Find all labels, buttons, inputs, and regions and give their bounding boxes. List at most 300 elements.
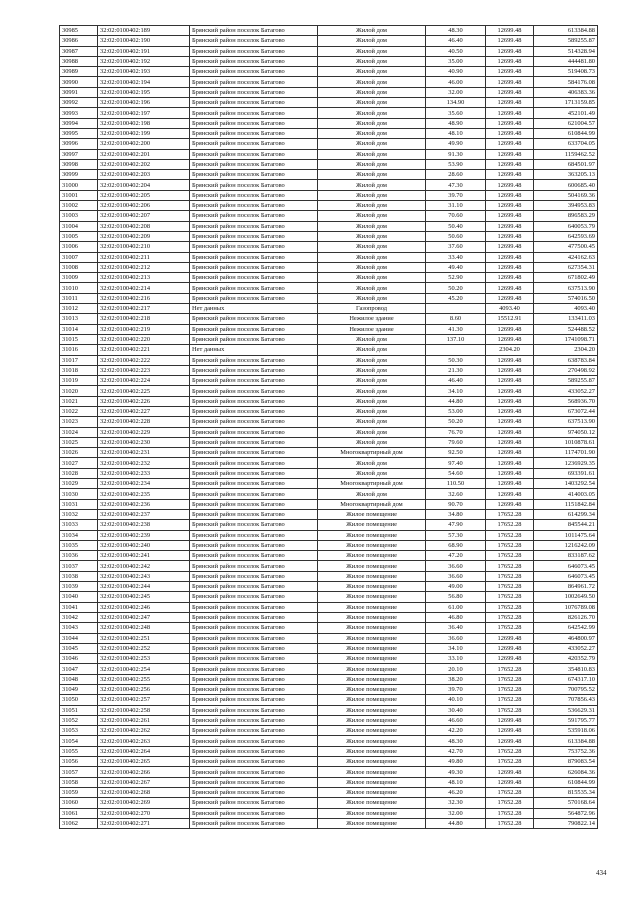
specific-value-cell: 17652.28 xyxy=(486,520,534,530)
cadastral-number-cell: 32:02:0100402:257 xyxy=(98,695,190,705)
cadastral-value-cell: 536629.31 xyxy=(534,705,598,715)
area-cell: 40.50 xyxy=(426,46,486,56)
area-cell: 20.10 xyxy=(426,664,486,674)
cadastral-number-cell: 32:02:0100402:214 xyxy=(98,283,190,293)
address-cell: Брянский район поселок Батагово xyxy=(190,355,318,365)
cadastral-number-cell: 32:02:0100402:231 xyxy=(98,448,190,458)
specific-value-cell: 12699.48 xyxy=(486,139,534,149)
table-row xyxy=(60,551,598,561)
address-cell: Брянский район поселок Батагово xyxy=(190,180,318,190)
table-row xyxy=(60,798,598,808)
table-row xyxy=(60,705,598,715)
address-cell: Брянский район поселок Батагово xyxy=(190,273,318,283)
object-type-cell: Жилой дом xyxy=(318,252,426,262)
address-cell: Брянский район поселок Батагово xyxy=(190,767,318,777)
cadastral-value-cell: 504169.36 xyxy=(534,190,598,200)
cadastral-value-cell: 1713159.85 xyxy=(534,98,598,108)
area-cell: 32.00 xyxy=(426,87,486,97)
cadastral-number-cell: 32:02:0100402:223 xyxy=(98,365,190,375)
specific-value-cell: 17652.28 xyxy=(486,551,534,561)
table-row xyxy=(60,736,598,746)
table-row xyxy=(60,242,598,252)
cadastral-value-cell: 610844.99 xyxy=(534,777,598,787)
cadastral-number-cell: 32:02:0100402:203 xyxy=(98,170,190,180)
area-cell: 36.60 xyxy=(426,571,486,581)
area-cell: 46.40 xyxy=(426,376,486,386)
address-cell: Брянский район поселок Батагово xyxy=(190,561,318,571)
cadastral-number-cell: 32:02:0100402:234 xyxy=(98,479,190,489)
cadastral-number-cell: 32:02:0100402:258 xyxy=(98,705,190,715)
table-row xyxy=(60,489,598,499)
cadastral-value-cell: 673072.44 xyxy=(534,406,598,416)
object-type-cell: Жилой дом xyxy=(318,417,426,427)
object-type-cell: Жилое помещение xyxy=(318,726,426,736)
cadastral-number-cell: 32:02:0100402:229 xyxy=(98,427,190,437)
object-type-cell: Жилое помещение xyxy=(318,674,426,684)
specific-value-cell: 15512.91 xyxy=(486,314,534,324)
cadastral-value-cell: 700795.52 xyxy=(534,685,598,695)
row-number-cell: 30996 xyxy=(60,139,98,149)
cadastral-number-cell: 32:02:0100402:197 xyxy=(98,108,190,118)
cadastral-value-cell: 1741098.71 xyxy=(534,334,598,344)
object-type-cell: Жилое помещение xyxy=(318,643,426,653)
area-cell: 50.40 xyxy=(426,221,486,231)
table-row xyxy=(60,262,598,272)
table-row xyxy=(60,345,598,355)
object-type-cell: Жилое помещение xyxy=(318,685,426,695)
area-cell: 49.30 xyxy=(426,767,486,777)
area-cell: 39.70 xyxy=(426,190,486,200)
table-row xyxy=(60,654,598,664)
address-cell: Брянский район поселок Батагово xyxy=(190,808,318,818)
cadastral-value-cell: 707856.43 xyxy=(534,695,598,705)
object-type-cell: Жилой дом xyxy=(318,242,426,252)
cadastral-number-cell: 32:02:0100402:233 xyxy=(98,468,190,478)
cadastral-value-cell: 637513.90 xyxy=(534,417,598,427)
table-row xyxy=(60,520,598,530)
object-type-cell: Жилое помещение xyxy=(318,612,426,622)
object-type-cell: Жилое помещение xyxy=(318,509,426,519)
table-row xyxy=(60,98,598,108)
table-row xyxy=(60,355,598,365)
cadastral-value-cell: 570168.64 xyxy=(534,798,598,808)
table-row xyxy=(60,561,598,571)
cadastral-number-cell: 32:02:0100402:265 xyxy=(98,757,190,767)
address-cell: Брянский район поселок Батагово xyxy=(190,685,318,695)
table-row xyxy=(60,592,598,602)
area-cell: 53.90 xyxy=(426,159,486,169)
specific-value-cell: 17652.28 xyxy=(486,612,534,622)
address-cell: Брянский район поселок Батагово xyxy=(190,530,318,540)
row-number-cell: 31026 xyxy=(60,448,98,458)
table-row xyxy=(60,726,598,736)
cadastral-number-cell: 32:02:0100402:238 xyxy=(98,520,190,530)
cadastral-value-cell: 826126.70 xyxy=(534,612,598,622)
row-number-cell: 31020 xyxy=(60,386,98,396)
cadastral-number-cell: 32:02:0100402:198 xyxy=(98,118,190,128)
cadastral-value-cell: 524488.52 xyxy=(534,324,598,334)
table-row xyxy=(60,26,598,36)
area-cell: 38.20 xyxy=(426,674,486,684)
specific-value-cell: 12699.48 xyxy=(486,252,534,262)
row-number-cell: 31009 xyxy=(60,273,98,283)
specific-value-cell: 12699.48 xyxy=(486,365,534,375)
row-number-cell: 31041 xyxy=(60,602,98,612)
cadastral-number-cell: 32:02:0100402:270 xyxy=(98,808,190,818)
specific-value-cell: 12699.48 xyxy=(486,355,534,365)
table-row xyxy=(60,458,598,468)
address-cell: Брянский район поселок Батагово xyxy=(190,448,318,458)
specific-value-cell: 12699.48 xyxy=(486,468,534,478)
cadastral-value-table xyxy=(59,25,598,829)
cadastral-number-cell: 32:02:0100402:230 xyxy=(98,437,190,447)
address-cell: Брянский район поселок Батагово xyxy=(190,406,318,416)
cadastral-number-cell: 32:02:0100402:267 xyxy=(98,777,190,787)
address-cell: Брянский район поселок Батагово xyxy=(190,479,318,489)
area-cell: 32.60 xyxy=(426,489,486,499)
area-cell: 46.60 xyxy=(426,715,486,725)
table-row xyxy=(60,767,598,777)
cadastral-number-cell: 32:02:0100402:222 xyxy=(98,355,190,365)
address-cell: Брянский район поселок Батагово xyxy=(190,757,318,767)
cadastral-number-cell: 32:02:0100402:237 xyxy=(98,509,190,519)
cadastral-number-cell: 32:02:0100402:192 xyxy=(98,56,190,66)
specific-value-cell: 12699.48 xyxy=(486,417,534,427)
address-cell: Брянский район поселок Батагово xyxy=(190,746,318,756)
table-row xyxy=(60,283,598,293)
object-type-cell: Жилой дом xyxy=(318,46,426,56)
row-number-cell: 31010 xyxy=(60,283,98,293)
table-row xyxy=(60,159,598,169)
specific-value-cell: 12699.48 xyxy=(486,56,534,66)
object-type-cell: Жилое помещение xyxy=(318,736,426,746)
object-type-cell: Жилое помещение xyxy=(318,571,426,581)
address-cell: Брянский район поселок Батагово xyxy=(190,612,318,622)
area-cell: 47.30 xyxy=(426,180,486,190)
address-cell: Брянский район поселок Батагово xyxy=(190,674,318,684)
object-type-cell: Жилое помещение xyxy=(318,798,426,808)
row-number-cell: 31058 xyxy=(60,777,98,787)
specific-value-cell: 17652.28 xyxy=(486,592,534,602)
object-type-cell: Жилой дом xyxy=(318,221,426,231)
address-cell: Брянский район поселок Батагово xyxy=(190,56,318,66)
row-number-cell: 31030 xyxy=(60,489,98,499)
row-number-cell: 31038 xyxy=(60,571,98,581)
specific-value-cell: 17652.28 xyxy=(486,571,534,581)
table-row xyxy=(60,231,598,241)
specific-value-cell: 2304.20 xyxy=(486,345,534,355)
cadastral-value-cell: 633704.05 xyxy=(534,139,598,149)
cadastral-value-cell: 564872.96 xyxy=(534,808,598,818)
object-type-cell: Жилое помещение xyxy=(318,757,426,767)
specific-value-cell: 4093.40 xyxy=(486,304,534,314)
table-row xyxy=(60,376,598,386)
specific-value-cell: 12699.48 xyxy=(486,170,534,180)
address-cell: Брянский район поселок Батагово xyxy=(190,334,318,344)
area-cell: 48.30 xyxy=(426,26,486,36)
address-cell: Брянский район поселок Батагово xyxy=(190,98,318,108)
row-number-cell: 31057 xyxy=(60,767,98,777)
specific-value-cell: 12699.48 xyxy=(486,98,534,108)
area-cell: 45.20 xyxy=(426,293,486,303)
row-number-cell: 30986 xyxy=(60,36,98,46)
address-cell: Брянский район поселок Батагово xyxy=(190,159,318,169)
table-row xyxy=(60,314,598,324)
table-row xyxy=(60,437,598,447)
cadastral-value-cell: 879083.54 xyxy=(534,757,598,767)
cadastral-value-cell: 637513.90 xyxy=(534,283,598,293)
row-number-cell: 30988 xyxy=(60,56,98,66)
address-cell: Брянский район поселок Батагово xyxy=(190,818,318,828)
area-cell: 35.00 xyxy=(426,56,486,66)
cadastral-number-cell: 32:02:0100402:244 xyxy=(98,582,190,592)
cadastral-value-cell: 1010878.61 xyxy=(534,437,598,447)
table-body xyxy=(60,26,598,829)
cadastral-number-cell: 32:02:0100402:216 xyxy=(98,293,190,303)
specific-value-cell: 12699.48 xyxy=(486,777,534,787)
cadastral-value-cell: 815535.34 xyxy=(534,787,598,797)
cadastral-number-cell: 32:02:0100402:240 xyxy=(98,540,190,550)
table-row xyxy=(60,571,598,581)
cadastral-number-cell: 32:02:0100402:269 xyxy=(98,798,190,808)
table-row xyxy=(60,509,598,519)
cadastral-value-cell: 519408.73 xyxy=(534,67,598,77)
specific-value-cell: 17652.28 xyxy=(486,509,534,519)
address-cell: Нет данных xyxy=(190,304,318,314)
cadastral-number-cell: 32:02:0100402:246 xyxy=(98,602,190,612)
cadastral-number-cell: 32:02:0100402:199 xyxy=(98,128,190,138)
row-number-cell: 31044 xyxy=(60,633,98,643)
row-number-cell: 31049 xyxy=(60,685,98,695)
object-type-cell: Жилой дом xyxy=(318,159,426,169)
table-row xyxy=(60,664,598,674)
area-cell: 34.10 xyxy=(426,643,486,653)
object-type-cell: Жилое помещение xyxy=(318,520,426,530)
area-cell: 52.90 xyxy=(426,273,486,283)
table-row xyxy=(60,56,598,66)
table-row xyxy=(60,386,598,396)
row-number-cell: 30995 xyxy=(60,128,98,138)
row-number-cell: 31014 xyxy=(60,324,98,334)
specific-value-cell: 12699.48 xyxy=(486,376,534,386)
cadastral-value-cell: 535918.06 xyxy=(534,726,598,736)
object-type-cell: Жилой дом xyxy=(318,87,426,97)
cadastral-number-cell: 32:02:0100402:271 xyxy=(98,818,190,828)
cadastral-value-cell: 613384.88 xyxy=(534,26,598,36)
row-number-cell: 30990 xyxy=(60,77,98,87)
specific-value-cell: 17652.28 xyxy=(486,561,534,571)
cadastral-value-cell: 1174701.90 xyxy=(534,448,598,458)
area-cell: 8.60 xyxy=(426,314,486,324)
table-row xyxy=(60,623,598,633)
cadastral-number-cell: 32:02:0100402:262 xyxy=(98,726,190,736)
specific-value-cell: 17652.28 xyxy=(486,787,534,797)
cadastral-number-cell: 32:02:0100402:241 xyxy=(98,551,190,561)
cadastral-value-cell: 627354.31 xyxy=(534,262,598,272)
cadastral-value-cell: 684501.97 xyxy=(534,159,598,169)
cadastral-number-cell: 32:02:0100402:261 xyxy=(98,715,190,725)
address-cell: Брянский район поселок Батагово xyxy=(190,67,318,77)
cadastral-number-cell: 32:02:0100402:209 xyxy=(98,231,190,241)
cadastral-number-cell: 32:02:0100402:212 xyxy=(98,262,190,272)
address-cell: Брянский район поселок Батагово xyxy=(190,540,318,550)
area-cell: 40.90 xyxy=(426,67,486,77)
specific-value-cell: 17652.28 xyxy=(486,757,534,767)
table-row xyxy=(60,406,598,416)
cadastral-number-cell: 32:02:0100402:220 xyxy=(98,334,190,344)
object-type-cell: Жилое помещение xyxy=(318,777,426,787)
specific-value-cell: 12699.48 xyxy=(486,36,534,46)
cadastral-value-cell: 1216242.09 xyxy=(534,540,598,550)
cadastral-number-cell: 32:02:0100402:194 xyxy=(98,77,190,87)
row-number-cell: 31028 xyxy=(60,468,98,478)
specific-value-cell: 12699.48 xyxy=(486,211,534,221)
cadastral-number-cell: 32:02:0100402:193 xyxy=(98,67,190,77)
area-cell: 48.10 xyxy=(426,128,486,138)
object-type-cell: Жилой дом xyxy=(318,437,426,447)
row-number-cell: 31045 xyxy=(60,643,98,653)
cadastral-value-cell: 433052.27 xyxy=(534,643,598,653)
area-cell: 32.00 xyxy=(426,808,486,818)
object-type-cell: Жилое помещение xyxy=(318,623,426,633)
object-type-cell: Жилой дом xyxy=(318,118,426,128)
table-row xyxy=(60,746,598,756)
row-number-cell: 31046 xyxy=(60,654,98,664)
area-cell: 33.40 xyxy=(426,252,486,262)
cadastral-number-cell: 32:02:0100402:242 xyxy=(98,561,190,571)
cadastral-number-cell: 32:02:0100402:264 xyxy=(98,746,190,756)
specific-value-cell: 17652.28 xyxy=(486,602,534,612)
row-number-cell: 31013 xyxy=(60,314,98,324)
address-cell: Брянский район поселок Батагово xyxy=(190,798,318,808)
specific-value-cell: 12699.48 xyxy=(486,128,534,138)
cadastral-value-cell: 433052.27 xyxy=(534,386,598,396)
table-row xyxy=(60,715,598,725)
table-row xyxy=(60,118,598,128)
address-cell: Брянский район поселок Батагово xyxy=(190,582,318,592)
object-type-cell: Жилой дом xyxy=(318,345,426,355)
area-cell: 134.90 xyxy=(426,98,486,108)
object-type-cell: Жилое помещение xyxy=(318,715,426,725)
specific-value-cell: 12699.48 xyxy=(486,437,534,447)
address-cell: Брянский район поселок Батагово xyxy=(190,87,318,97)
cadastral-number-cell: 32:02:0100402:263 xyxy=(98,736,190,746)
object-type-cell: Многоквартирный дом xyxy=(318,448,426,458)
address-cell: Брянский район поселок Батагово xyxy=(190,417,318,427)
object-type-cell: Жилой дом xyxy=(318,128,426,138)
cadastral-number-cell: 32:02:0100402:228 xyxy=(98,417,190,427)
cadastral-number-cell: 32:02:0100402:232 xyxy=(98,458,190,468)
table-row xyxy=(60,293,598,303)
cadastral-value-cell: 2304.20 xyxy=(534,345,598,355)
row-number-cell: 31004 xyxy=(60,221,98,231)
row-number-cell: 30987 xyxy=(60,46,98,56)
page-number: 434 xyxy=(596,869,607,877)
address-cell: Брянский район поселок Батагово xyxy=(190,654,318,664)
area-cell xyxy=(426,345,486,355)
address-cell: Брянский район поселок Батагово xyxy=(190,283,318,293)
object-type-cell: Жилой дом xyxy=(318,201,426,211)
area-cell: 42.20 xyxy=(426,726,486,736)
cadastral-value-cell: 574016.50 xyxy=(534,293,598,303)
cadastral-value-cell: 674317.10 xyxy=(534,674,598,684)
address-cell: Брянский район поселок Батагово xyxy=(190,36,318,46)
cadastral-value-cell: 477500.45 xyxy=(534,242,598,252)
cadastral-value-cell: 589255.87 xyxy=(534,36,598,46)
specific-value-cell: 17652.28 xyxy=(486,540,534,550)
object-type-cell: Многоквартирный дом xyxy=(318,479,426,489)
cadastral-number-cell: 32:02:0100402:235 xyxy=(98,489,190,499)
table-row xyxy=(60,221,598,231)
address-cell: Брянский район поселок Батагово xyxy=(190,46,318,56)
area-cell: 40.10 xyxy=(426,695,486,705)
specific-value-cell: 17652.28 xyxy=(486,798,534,808)
table-row xyxy=(60,128,598,138)
address-cell: Брянский район поселок Батагово xyxy=(190,314,318,324)
area-cell: 37.60 xyxy=(426,242,486,252)
specific-value-cell: 12699.48 xyxy=(486,427,534,437)
cadastral-value-cell: 621004.57 xyxy=(534,118,598,128)
row-number-cell: 31032 xyxy=(60,509,98,519)
object-type-cell: Жилой дом xyxy=(318,108,426,118)
row-number-cell: 30998 xyxy=(60,159,98,169)
table-row xyxy=(60,180,598,190)
cadastral-value-cell: 845544.21 xyxy=(534,520,598,530)
cadastral-number-cell: 32:02:0100402:253 xyxy=(98,654,190,664)
table-row xyxy=(60,170,598,180)
table-row xyxy=(60,201,598,211)
specific-value-cell: 12699.48 xyxy=(486,479,534,489)
area-cell: 39.70 xyxy=(426,685,486,695)
address-cell: Брянский район поселок Батагово xyxy=(190,602,318,612)
object-type-cell: Жилой дом xyxy=(318,180,426,190)
cadastral-number-cell: 32:02:0100402:248 xyxy=(98,623,190,633)
object-type-cell: Многоквартирный дом xyxy=(318,499,426,509)
object-type-cell: Жилой дом xyxy=(318,396,426,406)
specific-value-cell: 17652.28 xyxy=(486,674,534,684)
specific-value-cell: 12699.48 xyxy=(486,67,534,77)
address-cell: Брянский район поселок Батагово xyxy=(190,139,318,149)
row-number-cell: 31003 xyxy=(60,211,98,221)
object-type-cell: Жилое помещение xyxy=(318,818,426,828)
cadastral-value-cell: 638783.84 xyxy=(534,355,598,365)
specific-value-cell: 12699.48 xyxy=(486,633,534,643)
cadastral-value-cell: 626084.36 xyxy=(534,767,598,777)
cadastral-number-cell: 32:02:0100402:245 xyxy=(98,592,190,602)
address-cell: Брянский район поселок Батагово xyxy=(190,77,318,87)
area-cell: 36.60 xyxy=(426,561,486,571)
address-cell: Брянский район поселок Батагово xyxy=(190,242,318,252)
object-type-cell: Жилой дом xyxy=(318,26,426,36)
specific-value-cell: 12699.48 xyxy=(486,386,534,396)
cadastral-value-cell: 1076789.08 xyxy=(534,602,598,612)
specific-value-cell: 17652.28 xyxy=(486,818,534,828)
area-cell: 48.90 xyxy=(426,118,486,128)
object-type-cell: Жилой дом xyxy=(318,231,426,241)
row-number-cell: 31007 xyxy=(60,252,98,262)
row-number-cell: 31002 xyxy=(60,201,98,211)
cadastral-number-cell: 32:02:0100402:189 xyxy=(98,26,190,36)
row-number-cell: 31055 xyxy=(60,746,98,756)
object-type-cell: Жилой дом xyxy=(318,365,426,375)
area-cell: 57.30 xyxy=(426,530,486,540)
row-number-cell: 31024 xyxy=(60,427,98,437)
row-number-cell: 31011 xyxy=(60,293,98,303)
cadastral-value-cell: 424162.63 xyxy=(534,252,598,262)
cadastral-value-cell: 354810.83 xyxy=(534,664,598,674)
cadastral-value-cell: 1159462.52 xyxy=(534,149,598,159)
table-row xyxy=(60,87,598,97)
